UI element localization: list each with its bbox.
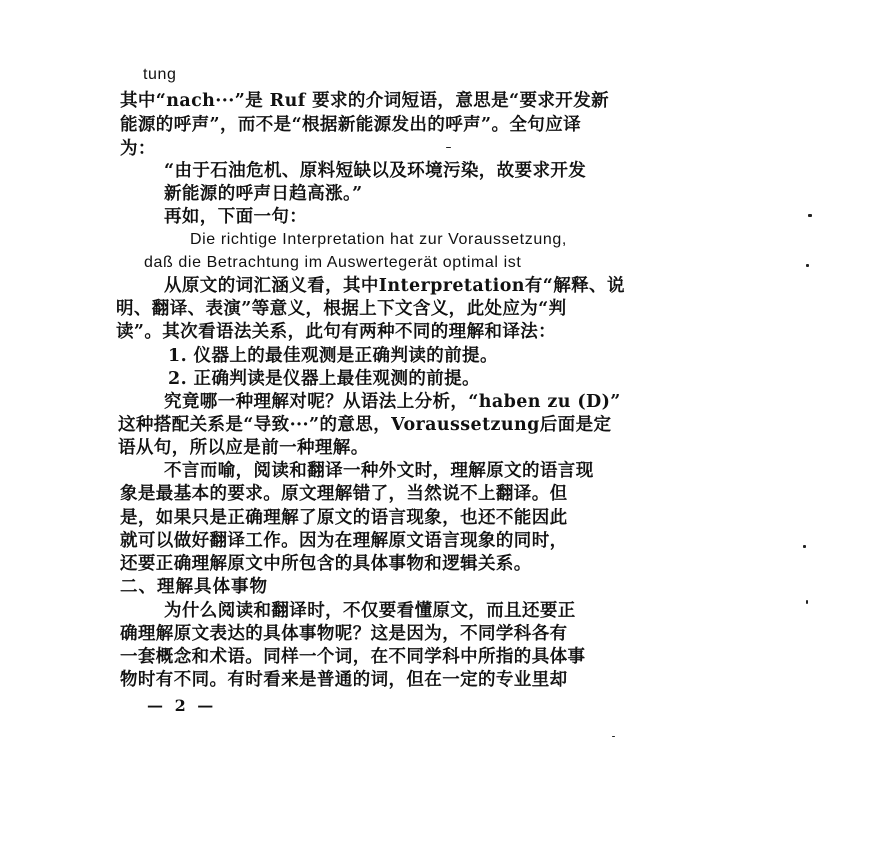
page-number: — 2 — [147, 696, 217, 715]
text-line-2: 其中“nach···”是 Ruf 要求的介词短语，意思是“要求开发新 [120, 91, 609, 111]
text-line-9: daß die Betrachtung im Auswertegerät optimal ist [144, 254, 522, 271]
text-line-7: 再如，下面一句： [164, 207, 308, 227]
text-line-12: 读”。其次看语法关系，此句有两种不同的理解和译法： [116, 322, 557, 342]
text-line-8: Die richtige Interpretation hat zur Voraussetzung, [190, 231, 567, 248]
text-line-5: “由于石油危机、原料短缺以及环境污染，故要求开发 [164, 161, 587, 181]
text-line-6: 新能源的呼声日趋高涨。” [164, 184, 363, 204]
scan-speck [803, 545, 806, 548]
text-line-27: 物时有不同。有时看来是普通的词，但在一定的专业里却 [120, 670, 568, 690]
text-line-15: 究竟哪一种理解对呢？从语法上分析，“haben zu (D)” [164, 392, 621, 412]
text-line-25: 确理解原文表达的具体事物呢？这是因为，不同学科各有 [120, 624, 568, 644]
scan-speck [612, 736, 615, 737]
text-line-1: tung [143, 66, 177, 83]
text-line-10: 从原文的词汇涵义看，其中Interpretation有“解释、说 [164, 276, 625, 296]
text-line-26: 一套概念和术语。同样一个词，在不同学科中所指的具体事 [120, 647, 586, 667]
text-line-21: 就可以做好翻译工作。因为在理解原文语言现象的同时， [120, 531, 568, 551]
section-heading: 二、理解具体事物 [120, 577, 268, 597]
scan-speck [806, 264, 809, 267]
text-line-24: 为什么阅读和翻译时，不仅要看懂原文，而且还要正 [164, 601, 576, 621]
text-line-4: 为： [120, 139, 156, 159]
text-line-3: 能源的呼声”，而不是“根据新能源发出的呼声”。全句应译 [120, 115, 581, 135]
text-line-18: 不言而喻，阅读和翻译一种外文时，理解原文的语言现 [164, 461, 594, 481]
text-line-14: 2. 正确判读是仪器上最佳观测的前提。 [168, 369, 480, 389]
scan-speck [446, 147, 451, 148]
text-line-17: 语从句，所以应是前一种理解。 [118, 438, 369, 458]
text-line-11: 明、翻译、表演”等意义，根据上下文含义，此处应为“判 [116, 299, 567, 319]
text-line-22: 还要正确理解原文中所包含的具体事物和逻辑关系。 [120, 554, 532, 574]
text-line-20: 是，如果只是正确理解了原文的语言现象，也还不能因此 [120, 508, 568, 528]
scan-speck [808, 214, 812, 217]
text-line-19: 象是最基本的要求。原文理解错了，当然说不上翻译。但 [120, 484, 568, 504]
scan-speck [806, 600, 808, 604]
text-line-13: 1. 仪器上的最佳观测是正确判读的前提。 [168, 346, 498, 366]
text-line-16: 这种搭配关系是“导致···”的意思，Voraussetzung后面是定 [118, 415, 612, 435]
